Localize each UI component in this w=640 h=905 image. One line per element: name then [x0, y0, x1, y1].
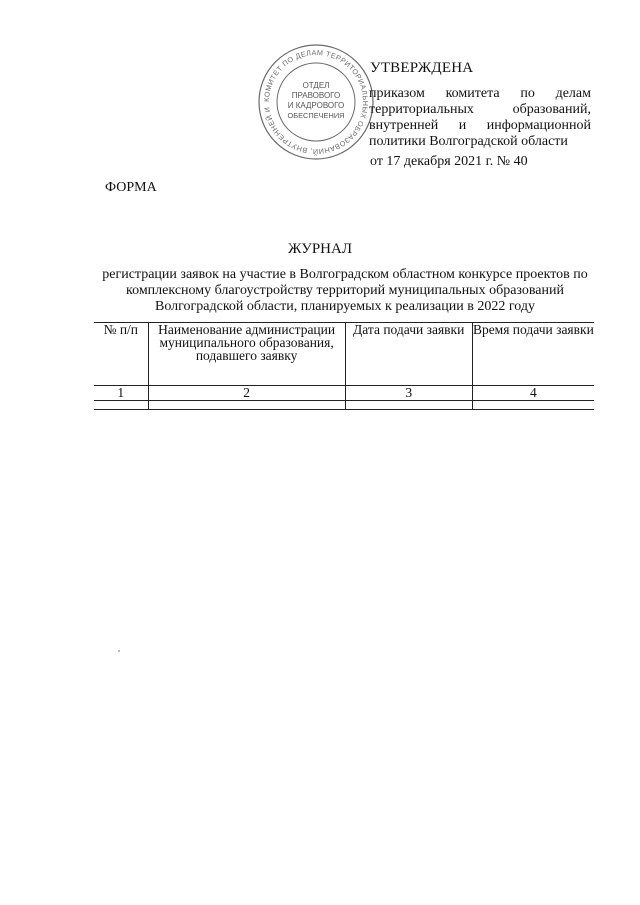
- table-header-row: [94, 323, 594, 386]
- approval-date: от 17 декабря 2021 г. № 40: [370, 154, 528, 169]
- approval-order-text: приказом комитета по делам территориальных образований, внутренней и информационной политики Волгоградской области: [369, 86, 591, 149]
- header-administration-name: Наименование администрации муниципального образования, подавшего заявку: [148, 323, 345, 386]
- stamp-line-1: ОТДЕЛ: [302, 81, 330, 90]
- stamp-line-2: ПРАВОВОГО: [291, 91, 341, 100]
- stamp-ring-text: КОМИТЕТ ПО ДЕЛАМ ТЕРРИТОРИАЛЬНЫХ ОБРАЗОВАНИЙ, ВНУТРЕННЕЙ И: [261, 47, 371, 157]
- scan-speck: [118, 650, 120, 652]
- table-cell: [345, 401, 472, 410]
- stamp-graphic: [256, 42, 376, 162]
- column-number-3: 3: [345, 386, 472, 401]
- header-submission-date: Дата подачи заявки: [345, 323, 472, 386]
- column-number-1: 1: [94, 386, 148, 401]
- table-column-numbers-row: [94, 386, 594, 401]
- registration-table: [94, 322, 594, 410]
- official-stamp: [256, 42, 376, 162]
- header-number: № п/п: [94, 323, 148, 386]
- header-submission-time: Время подачи заявки: [472, 323, 594, 386]
- stamp-line-4: ОБЕСПЕЧЕНИЯ: [287, 111, 345, 120]
- table-cell: [472, 401, 594, 410]
- journal-title: ЖУРНАЛ: [287, 241, 353, 257]
- form-label: ФОРМА: [105, 180, 157, 195]
- stamp-line-3: И КАДРОВОГО: [287, 101, 345, 110]
- table-row: [94, 401, 594, 410]
- table-cell: [94, 401, 148, 410]
- journal-subtitle: регистрации заявок на участие в Волгоградском областном конкурсе проектов по комплексному благоустройству территорий муниципальных образований Волгоградской области, планируемых к реализации в 2022 году: [102, 267, 588, 314]
- table-cell: [148, 401, 345, 410]
- column-number-4: 4: [472, 386, 594, 401]
- column-number-2: 2: [148, 386, 345, 401]
- approval-title: УТВЕРЖДЕНА: [370, 60, 474, 76]
